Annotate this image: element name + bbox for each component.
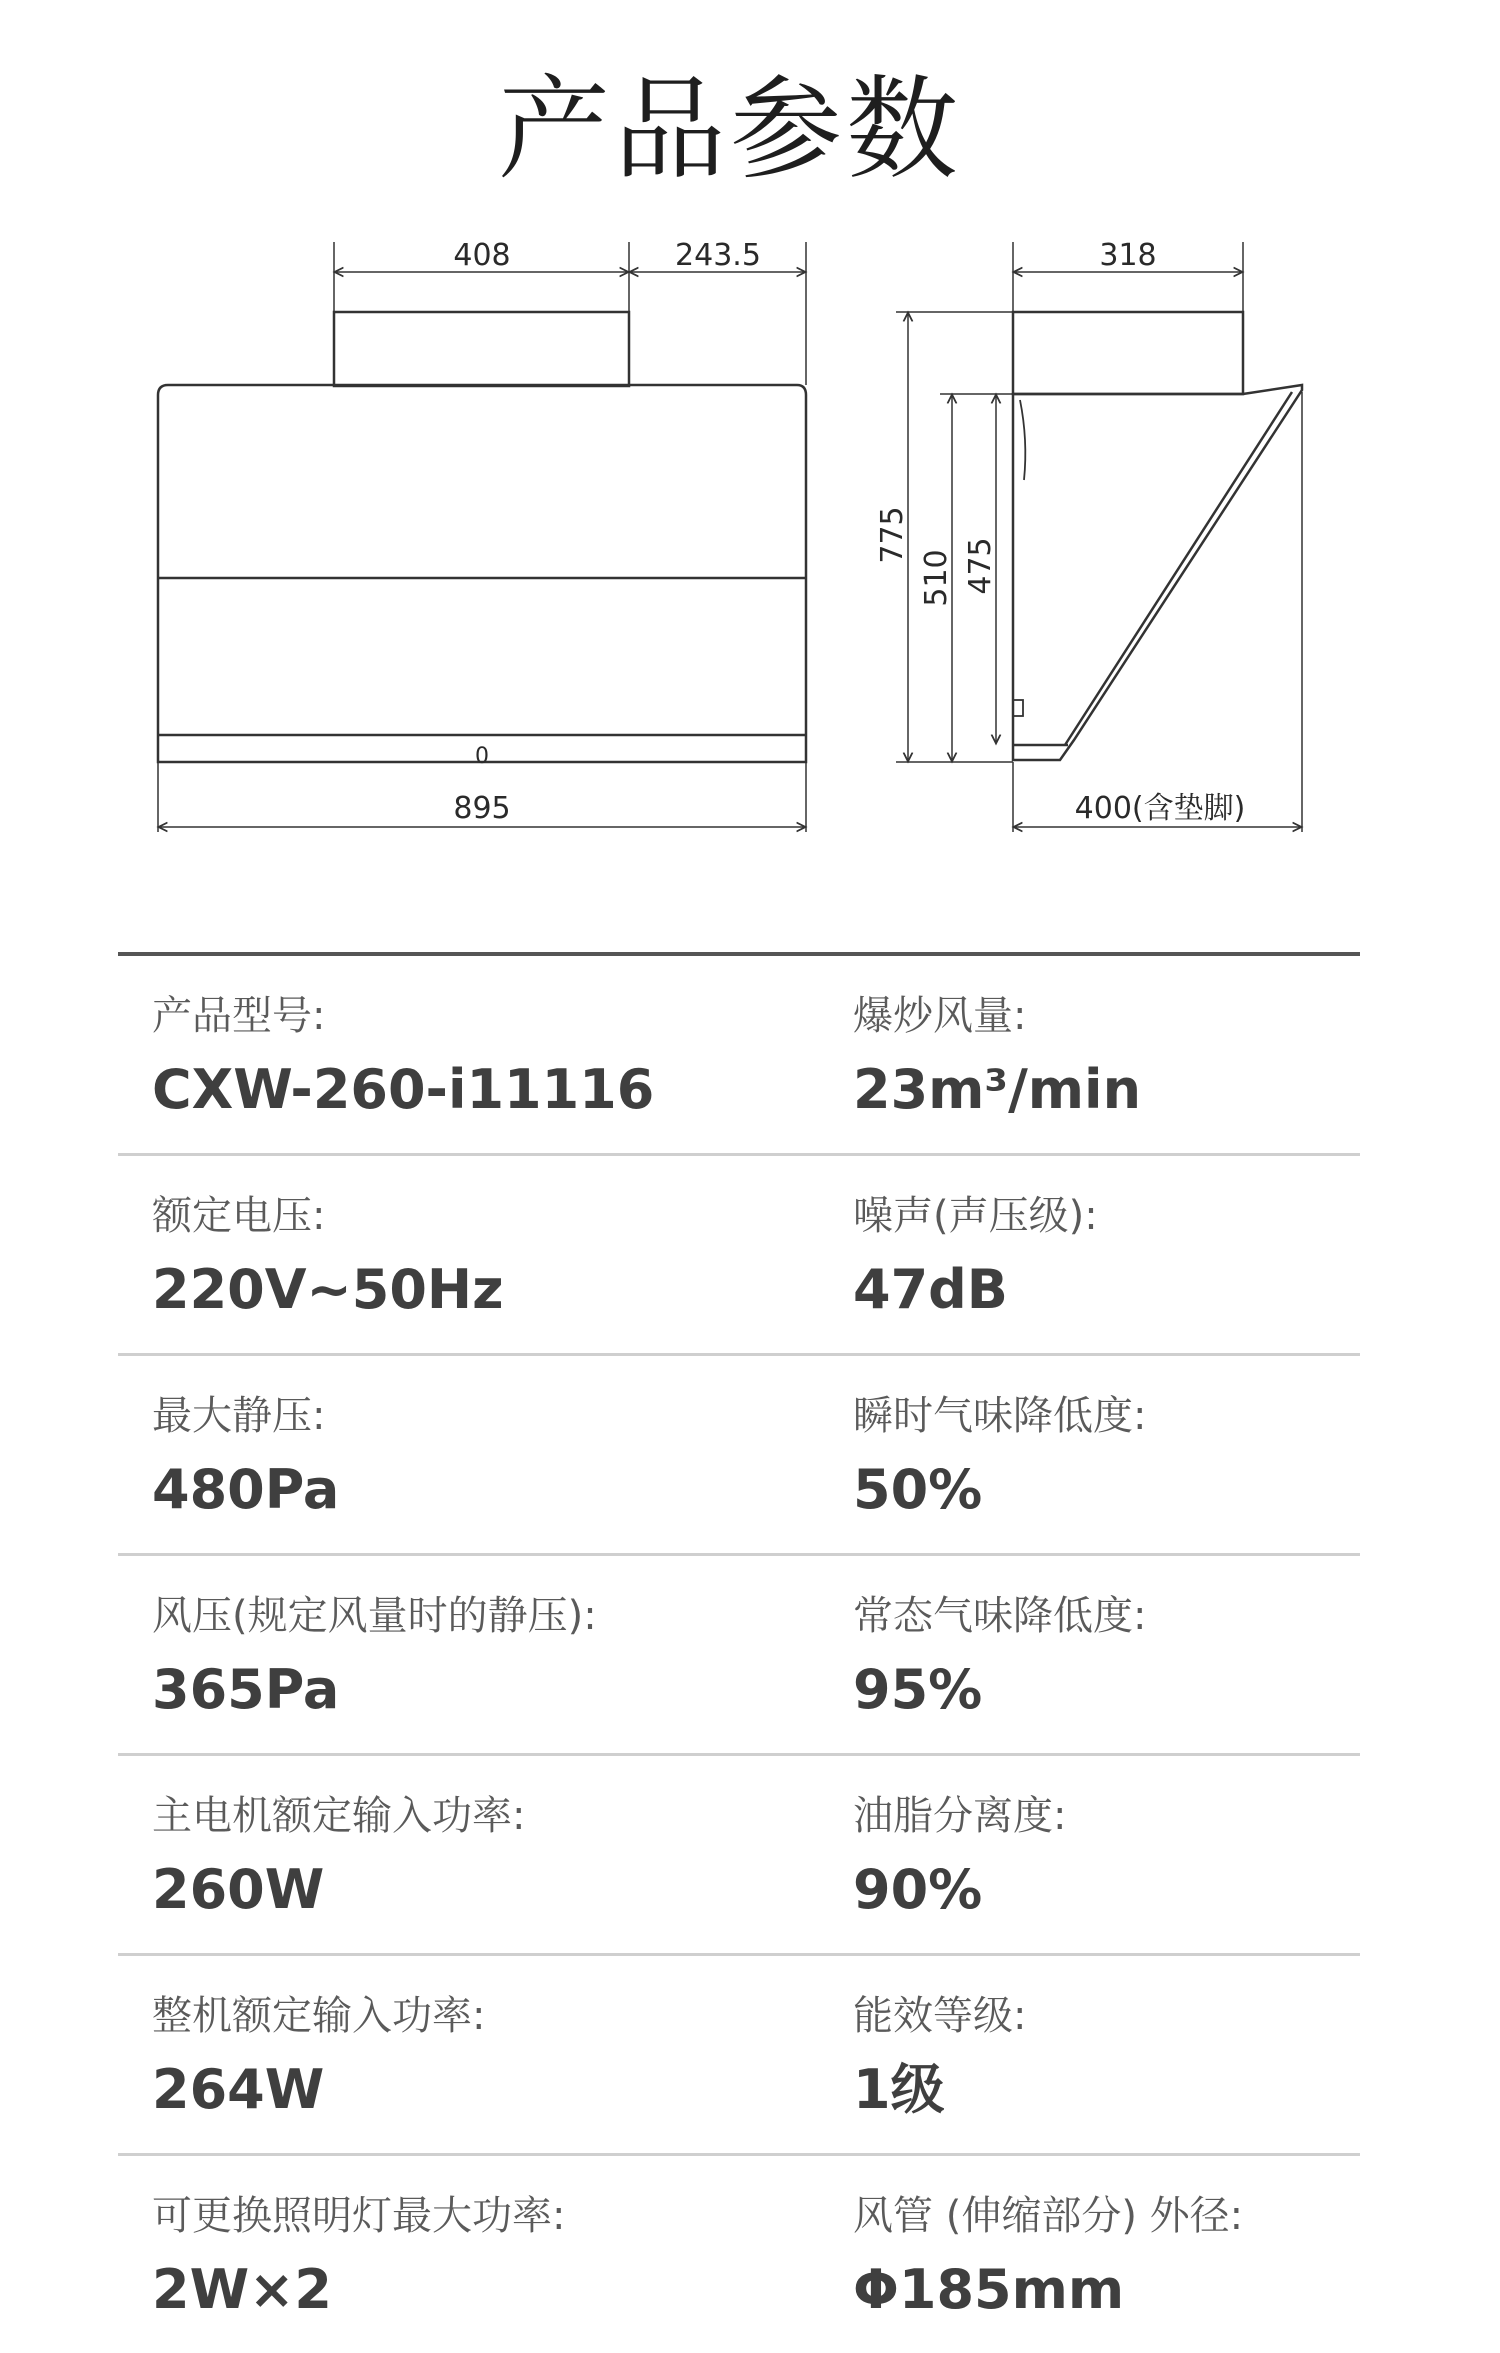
table-row [118,1953,1360,2153]
spec-label: 油脂分离度: [853,1793,1067,1839]
spec-label: 额定电压: [152,1193,326,1239]
side-chimney [1013,312,1243,394]
dimension-diagram [0,0,1500,900]
spec-label: 风压(规定风量时的静压): [152,1593,597,1639]
spec-cell [152,2192,565,2322]
side-glass [1065,392,1292,745]
table-row [118,1753,1360,1953]
spec-value: 365Pa [152,1658,340,1721]
spec-value: 480Pa [152,1458,340,1521]
dim-side-depth-base: 400(含垫脚) [1074,791,1246,826]
spec-label: 可更换照明灯最大功率: [152,2193,566,2239]
dim-side-height-body: 510 [919,549,954,607]
spec-value: 90% [853,1858,983,1921]
spec-value: 220V~50Hz [152,1258,504,1321]
knob-icon: 0 [475,744,489,769]
spec-label: 噪声(声压级): [853,1193,1098,1239]
spec-label: 最大静压: [152,1393,326,1439]
spec-cell [152,1592,597,1722]
page-title: 产品参数 [498,65,962,195]
spec-value: Φ185mm [853,2258,1125,2321]
dim-side-height-total: 775 [875,506,910,564]
spec-cell [152,1392,339,1522]
spec-value: 260W [152,1858,325,1921]
spec-value: 23m³/min [853,1058,1142,1121]
spec-cell [853,1792,1066,1922]
spec-value: 264W [152,2058,325,2121]
table-row [118,1353,1360,1553]
dim-chimney-width: 408 [453,238,511,273]
spec-value: CXW-260-i11116 [152,1058,655,1121]
side-view [896,242,1302,832]
spec-cell [853,992,1141,1122]
spec-cell [853,1192,1098,1322]
spec-label: 主电机额定输入功率: [152,1793,526,1839]
side-body [1013,385,1302,760]
spec-value: 2W×2 [152,2258,332,2321]
spec-label: 风管 (伸缩部分) 外径: [853,2193,1244,2239]
spec-cell [853,1392,1146,1522]
spec-cell [853,1592,1146,1722]
dim-side-depth-top: 318 [1099,238,1157,273]
spec-cell [853,2192,1243,2322]
spec-cell [152,1192,504,1322]
spec-cell [152,1792,525,1922]
spec-cell [853,1992,1026,2122]
spec-label: 爆炒风量: [853,993,1027,1039]
spec-label: 能效等级: [853,1993,1027,2039]
spec-label: 整机额定输入功率: [152,1993,486,2039]
spec-label: 常态气味降低度: [853,1593,1147,1639]
front-body [158,385,806,762]
table-row [118,1153,1360,1353]
table-row [118,1553,1360,1753]
dim-right-offset: 243.5 [675,238,761,273]
spec-table [118,952,1360,2353]
spec-value: 95% [853,1658,983,1721]
spec-value: 50% [853,1458,983,1521]
dim-side-height-panel: 475 [963,537,998,595]
spec-value: 47dB [853,1258,1008,1321]
front-chimney [334,312,629,386]
spec-label: 产品型号: [152,993,326,1039]
table-row [118,952,1360,1153]
spec-cell [152,992,654,1122]
spec-value: 1级 [853,2058,945,2121]
spec-label: 瞬时气味降低度: [853,1393,1147,1439]
table-row [118,2153,1360,2353]
spec-cell [152,1992,485,2122]
dim-front-width: 895 [453,791,511,826]
